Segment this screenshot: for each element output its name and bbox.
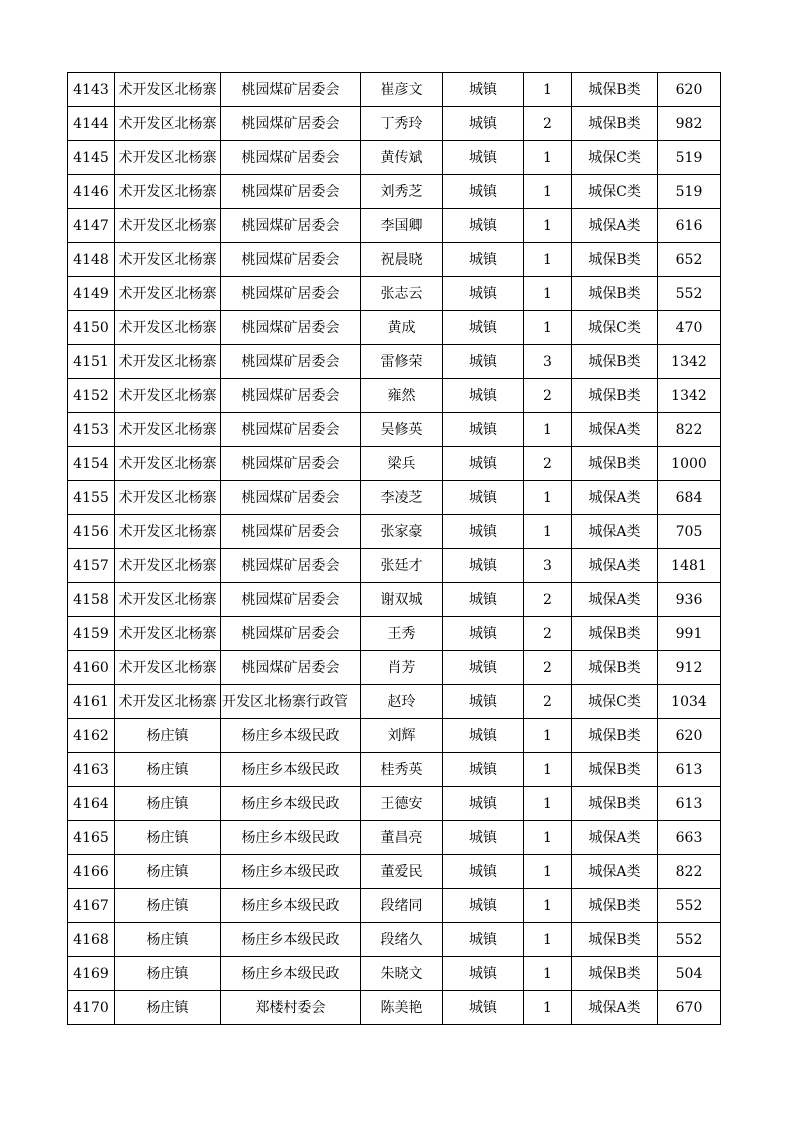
cell-town: 杨庄镇: [115, 855, 221, 889]
cell-town: 术开发区北杨寨: [115, 107, 221, 141]
cell-type: 城镇: [443, 889, 524, 923]
cell-count: 3: [524, 345, 572, 379]
cell-amount: 552: [658, 277, 721, 311]
cell-amount: 613: [658, 787, 721, 821]
cell-id: 4159: [68, 617, 115, 651]
cell-category: 城保B类: [572, 277, 658, 311]
cell-count: 2: [524, 447, 572, 481]
table-row: [68, 753, 721, 787]
cell-type: 城镇: [443, 379, 524, 413]
cell-count: 1: [524, 787, 572, 821]
cell-name: 李国卿: [361, 209, 443, 243]
cell-id: 4152: [68, 379, 115, 413]
table-row: [68, 243, 721, 277]
table-row: [68, 481, 721, 515]
cell-category: 城保A类: [572, 481, 658, 515]
cell-town: 术开发区北杨寨: [115, 447, 221, 481]
cell-id: 4167: [68, 889, 115, 923]
cell-category: 城保C类: [572, 311, 658, 345]
cell-name: 段绪久: [361, 923, 443, 957]
cell-count: 1: [524, 889, 572, 923]
cell-unit: 杨庄乡本级民政: [221, 787, 361, 821]
cell-count: 1: [524, 175, 572, 209]
cell-name: 段绪同: [361, 889, 443, 923]
table-row: [68, 549, 721, 583]
cell-amount: 519: [658, 175, 721, 209]
cell-id: 4147: [68, 209, 115, 243]
cell-type: 城镇: [443, 175, 524, 209]
cell-amount: 982: [658, 107, 721, 141]
cell-name: 桂秀英: [361, 753, 443, 787]
table-row: [68, 719, 721, 753]
cell-category: 城保B类: [572, 651, 658, 685]
cell-type: 城镇: [443, 617, 524, 651]
cell-town: 杨庄镇: [115, 991, 221, 1025]
cell-name: 刘秀芝: [361, 175, 443, 209]
cell-town: 杨庄镇: [115, 753, 221, 787]
cell-type: 城镇: [443, 447, 524, 481]
cell-name: 王秀: [361, 617, 443, 651]
cell-name: 崔彦文: [361, 73, 443, 107]
cell-type: 城镇: [443, 651, 524, 685]
cell-unit: 桃园煤矿居委会: [221, 651, 361, 685]
cell-town: 术开发区北杨寨: [115, 175, 221, 209]
cell-unit: 桃园煤矿居委会: [221, 311, 361, 345]
cell-amount: 620: [658, 719, 721, 753]
cell-type: 城镇: [443, 345, 524, 379]
table-row: [68, 617, 721, 651]
cell-count: 2: [524, 583, 572, 617]
cell-name: 张家豪: [361, 515, 443, 549]
cell-amount: 552: [658, 923, 721, 957]
cell-count: 1: [524, 991, 572, 1025]
cell-count: 1: [524, 209, 572, 243]
cell-category: 城保C类: [572, 685, 658, 719]
cell-id: 4170: [68, 991, 115, 1025]
cell-category: 城保A类: [572, 821, 658, 855]
cell-count: 1: [524, 515, 572, 549]
table-row: [68, 277, 721, 311]
cell-amount: 663: [658, 821, 721, 855]
cell-category: 城保B类: [572, 447, 658, 481]
cell-id: 4143: [68, 73, 115, 107]
table-row: [68, 141, 721, 175]
cell-id: 4150: [68, 311, 115, 345]
cell-unit: 杨庄乡本级民政: [221, 719, 361, 753]
cell-category: 城保B类: [572, 345, 658, 379]
cell-amount: 552: [658, 889, 721, 923]
cell-type: 城镇: [443, 855, 524, 889]
cell-name: 赵玲: [361, 685, 443, 719]
cell-town: 术开发区北杨寨: [115, 277, 221, 311]
cell-unit: 桃园煤矿居委会: [221, 73, 361, 107]
cell-type: 城镇: [443, 73, 524, 107]
cell-id: 4165: [68, 821, 115, 855]
cell-type: 城镇: [443, 209, 524, 243]
cell-unit: 杨庄乡本级民政: [221, 821, 361, 855]
cell-town: 杨庄镇: [115, 889, 221, 923]
cell-id: 4155: [68, 481, 115, 515]
cell-name: 谢双城: [361, 583, 443, 617]
cell-category: 城保A类: [572, 413, 658, 447]
cell-count: 3: [524, 549, 572, 583]
cell-town: 术开发区北杨寨: [115, 617, 221, 651]
table-row: [68, 447, 721, 481]
table-row: [68, 515, 721, 549]
table-row: [68, 311, 721, 345]
cell-town: 杨庄镇: [115, 821, 221, 855]
cell-unit: 桃园煤矿居委会: [221, 209, 361, 243]
cell-town: 术开发区北杨寨: [115, 651, 221, 685]
cell-id: 4158: [68, 583, 115, 617]
cell-unit: 桃园煤矿居委会: [221, 549, 361, 583]
cell-category: 城保C类: [572, 175, 658, 209]
cell-id: 4148: [68, 243, 115, 277]
cell-amount: 470: [658, 311, 721, 345]
cell-category: 城保A类: [572, 991, 658, 1025]
cell-id: 4161: [68, 685, 115, 719]
cell-category: 城保B类: [572, 719, 658, 753]
cell-type: 城镇: [443, 685, 524, 719]
cell-category: 城保A类: [572, 549, 658, 583]
cell-type: 城镇: [443, 515, 524, 549]
cell-count: 1: [524, 73, 572, 107]
cell-category: 城保A类: [572, 855, 658, 889]
cell-count: 2: [524, 685, 572, 719]
cell-category: 城保B类: [572, 379, 658, 413]
cell-type: 城镇: [443, 991, 524, 1025]
cell-town: 术开发区北杨寨: [115, 243, 221, 277]
cell-count: 1: [524, 957, 572, 991]
cell-id: 4149: [68, 277, 115, 311]
cell-town: 杨庄镇: [115, 923, 221, 957]
cell-town: 术开发区北杨寨: [115, 209, 221, 243]
cell-count: 1: [524, 277, 572, 311]
cell-unit: 杨庄乡本级民政: [221, 855, 361, 889]
cell-count: 1: [524, 311, 572, 345]
cell-count: 2: [524, 617, 572, 651]
cell-count: 1: [524, 243, 572, 277]
cell-type: 城镇: [443, 107, 524, 141]
cell-type: 城镇: [443, 957, 524, 991]
cell-id: 4146: [68, 175, 115, 209]
cell-town: 术开发区北杨寨: [115, 413, 221, 447]
cell-town: 术开发区北杨寨: [115, 685, 221, 719]
cell-type: 城镇: [443, 141, 524, 175]
cell-name: 朱晓文: [361, 957, 443, 991]
cell-category: 城保B类: [572, 787, 658, 821]
cell-unit: 桃园煤矿居委会: [221, 243, 361, 277]
cell-id: 4154: [68, 447, 115, 481]
cell-unit: 桃园煤矿居委会: [221, 277, 361, 311]
cell-amount: 991: [658, 617, 721, 651]
table-row: [68, 855, 721, 889]
table-row: [68, 889, 721, 923]
cell-amount: 705: [658, 515, 721, 549]
roster-body: [68, 73, 721, 1025]
cell-town: 术开发区北杨寨: [115, 379, 221, 413]
cell-category: 城保B类: [572, 957, 658, 991]
cell-type: 城镇: [443, 481, 524, 515]
table-row: [68, 685, 721, 719]
cell-town: 杨庄镇: [115, 957, 221, 991]
cell-name: 张志云: [361, 277, 443, 311]
cell-amount: 1034: [658, 685, 721, 719]
cell-amount: 936: [658, 583, 721, 617]
cell-unit: 开发区北杨寨行政管: [221, 685, 361, 719]
cell-town: 术开发区北杨寨: [115, 345, 221, 379]
cell-name: 陈美艳: [361, 991, 443, 1025]
cell-category: 城保A类: [572, 515, 658, 549]
cell-id: 4153: [68, 413, 115, 447]
cell-category: 城保B类: [572, 889, 658, 923]
cell-type: 城镇: [443, 277, 524, 311]
cell-amount: 822: [658, 855, 721, 889]
cell-name: 丁秀玲: [361, 107, 443, 141]
cell-id: 4144: [68, 107, 115, 141]
cell-id: 4169: [68, 957, 115, 991]
cell-category: 城保A类: [572, 209, 658, 243]
cell-name: 肖芳: [361, 651, 443, 685]
cell-count: 1: [524, 821, 572, 855]
roster-table: [67, 72, 721, 1025]
cell-name: 祝晨晓: [361, 243, 443, 277]
cell-town: 术开发区北杨寨: [115, 73, 221, 107]
cell-count: 2: [524, 379, 572, 413]
table-row: [68, 787, 721, 821]
cell-name: 黄成: [361, 311, 443, 345]
cell-amount: 613: [658, 753, 721, 787]
cell-id: 4151: [68, 345, 115, 379]
cell-unit: 桃园煤矿居委会: [221, 413, 361, 447]
cell-unit: 郑楼村委会: [221, 991, 361, 1025]
cell-name: 董昌亮: [361, 821, 443, 855]
cell-id: 4162: [68, 719, 115, 753]
cell-unit: 桃园煤矿居委会: [221, 617, 361, 651]
cell-count: 1: [524, 753, 572, 787]
cell-type: 城镇: [443, 311, 524, 345]
table-row: [68, 107, 721, 141]
cell-amount: 519: [658, 141, 721, 175]
cell-town: 术开发区北杨寨: [115, 549, 221, 583]
cell-amount: 652: [658, 243, 721, 277]
cell-category: 城保B类: [572, 73, 658, 107]
cell-type: 城镇: [443, 719, 524, 753]
cell-unit: 杨庄乡本级民政: [221, 923, 361, 957]
cell-town: 术开发区北杨寨: [115, 311, 221, 345]
cell-id: 4145: [68, 141, 115, 175]
cell-type: 城镇: [443, 549, 524, 583]
cell-type: 城镇: [443, 923, 524, 957]
table-row: [68, 345, 721, 379]
cell-id: 4157: [68, 549, 115, 583]
cell-count: 1: [524, 481, 572, 515]
cell-name: 雍然: [361, 379, 443, 413]
cell-unit: 杨庄乡本级民政: [221, 889, 361, 923]
cell-category: 城保B类: [572, 617, 658, 651]
table-row: [68, 583, 721, 617]
cell-unit: 桃园煤矿居委会: [221, 583, 361, 617]
cell-amount: 620: [658, 73, 721, 107]
cell-id: 4166: [68, 855, 115, 889]
table-row: [68, 991, 721, 1025]
table-row: [68, 923, 721, 957]
cell-count: 1: [524, 413, 572, 447]
cell-unit: 杨庄乡本级民政: [221, 957, 361, 991]
cell-unit: 杨庄乡本级民政: [221, 753, 361, 787]
cell-amount: 822: [658, 413, 721, 447]
cell-amount: 1481: [658, 549, 721, 583]
cell-unit: 桃园煤矿居委会: [221, 447, 361, 481]
cell-count: 1: [524, 855, 572, 889]
cell-category: 城保B类: [572, 243, 658, 277]
cell-count: 2: [524, 107, 572, 141]
cell-town: 术开发区北杨寨: [115, 141, 221, 175]
table-row: [68, 175, 721, 209]
cell-id: 4160: [68, 651, 115, 685]
cell-id: 4156: [68, 515, 115, 549]
cell-count: 1: [524, 719, 572, 753]
cell-type: 城镇: [443, 821, 524, 855]
cell-type: 城镇: [443, 787, 524, 821]
cell-unit: 桃园煤矿居委会: [221, 175, 361, 209]
cell-unit: 桃园煤矿居委会: [221, 481, 361, 515]
cell-amount: 1342: [658, 379, 721, 413]
cell-type: 城镇: [443, 583, 524, 617]
cell-unit: 桃园煤矿居委会: [221, 515, 361, 549]
cell-id: 4163: [68, 753, 115, 787]
cell-unit: 桃园煤矿居委会: [221, 379, 361, 413]
cell-amount: 1342: [658, 345, 721, 379]
table-row: [68, 209, 721, 243]
cell-count: 1: [524, 923, 572, 957]
cell-name: 张廷才: [361, 549, 443, 583]
cell-amount: 912: [658, 651, 721, 685]
cell-town: 术开发区北杨寨: [115, 583, 221, 617]
cell-name: 梁兵: [361, 447, 443, 481]
cell-type: 城镇: [443, 413, 524, 447]
cell-name: 王德安: [361, 787, 443, 821]
cell-name: 黄传斌: [361, 141, 443, 175]
cell-category: 城保B类: [572, 753, 658, 787]
cell-name: 刘辉: [361, 719, 443, 753]
cell-name: 雷修荣: [361, 345, 443, 379]
cell-id: 4168: [68, 923, 115, 957]
cell-town: 杨庄镇: [115, 719, 221, 753]
cell-name: 吴修英: [361, 413, 443, 447]
cell-amount: 504: [658, 957, 721, 991]
table-row: [68, 821, 721, 855]
cell-amount: 1000: [658, 447, 721, 481]
cell-town: 杨庄镇: [115, 787, 221, 821]
cell-amount: 684: [658, 481, 721, 515]
cell-id: 4164: [68, 787, 115, 821]
table-row: [68, 651, 721, 685]
cell-unit: 桃园煤矿居委会: [221, 141, 361, 175]
table-row: [68, 73, 721, 107]
cell-town: 术开发区北杨寨: [115, 515, 221, 549]
table-row: [68, 379, 721, 413]
cell-count: 1: [524, 141, 572, 175]
table-row: [68, 413, 721, 447]
cell-type: 城镇: [443, 243, 524, 277]
cell-amount: 616: [658, 209, 721, 243]
cell-unit: 桃园煤矿居委会: [221, 345, 361, 379]
table-row: [68, 957, 721, 991]
cell-amount: 670: [658, 991, 721, 1025]
cell-name: 董爱民: [361, 855, 443, 889]
cell-unit: 桃园煤矿居委会: [221, 107, 361, 141]
cell-count: 2: [524, 651, 572, 685]
cell-category: 城保B类: [572, 107, 658, 141]
cell-category: 城保B类: [572, 923, 658, 957]
cell-type: 城镇: [443, 753, 524, 787]
cell-category: 城保C类: [572, 141, 658, 175]
cell-name: 李凌芝: [361, 481, 443, 515]
cell-category: 城保A类: [572, 583, 658, 617]
cell-town: 术开发区北杨寨: [115, 481, 221, 515]
